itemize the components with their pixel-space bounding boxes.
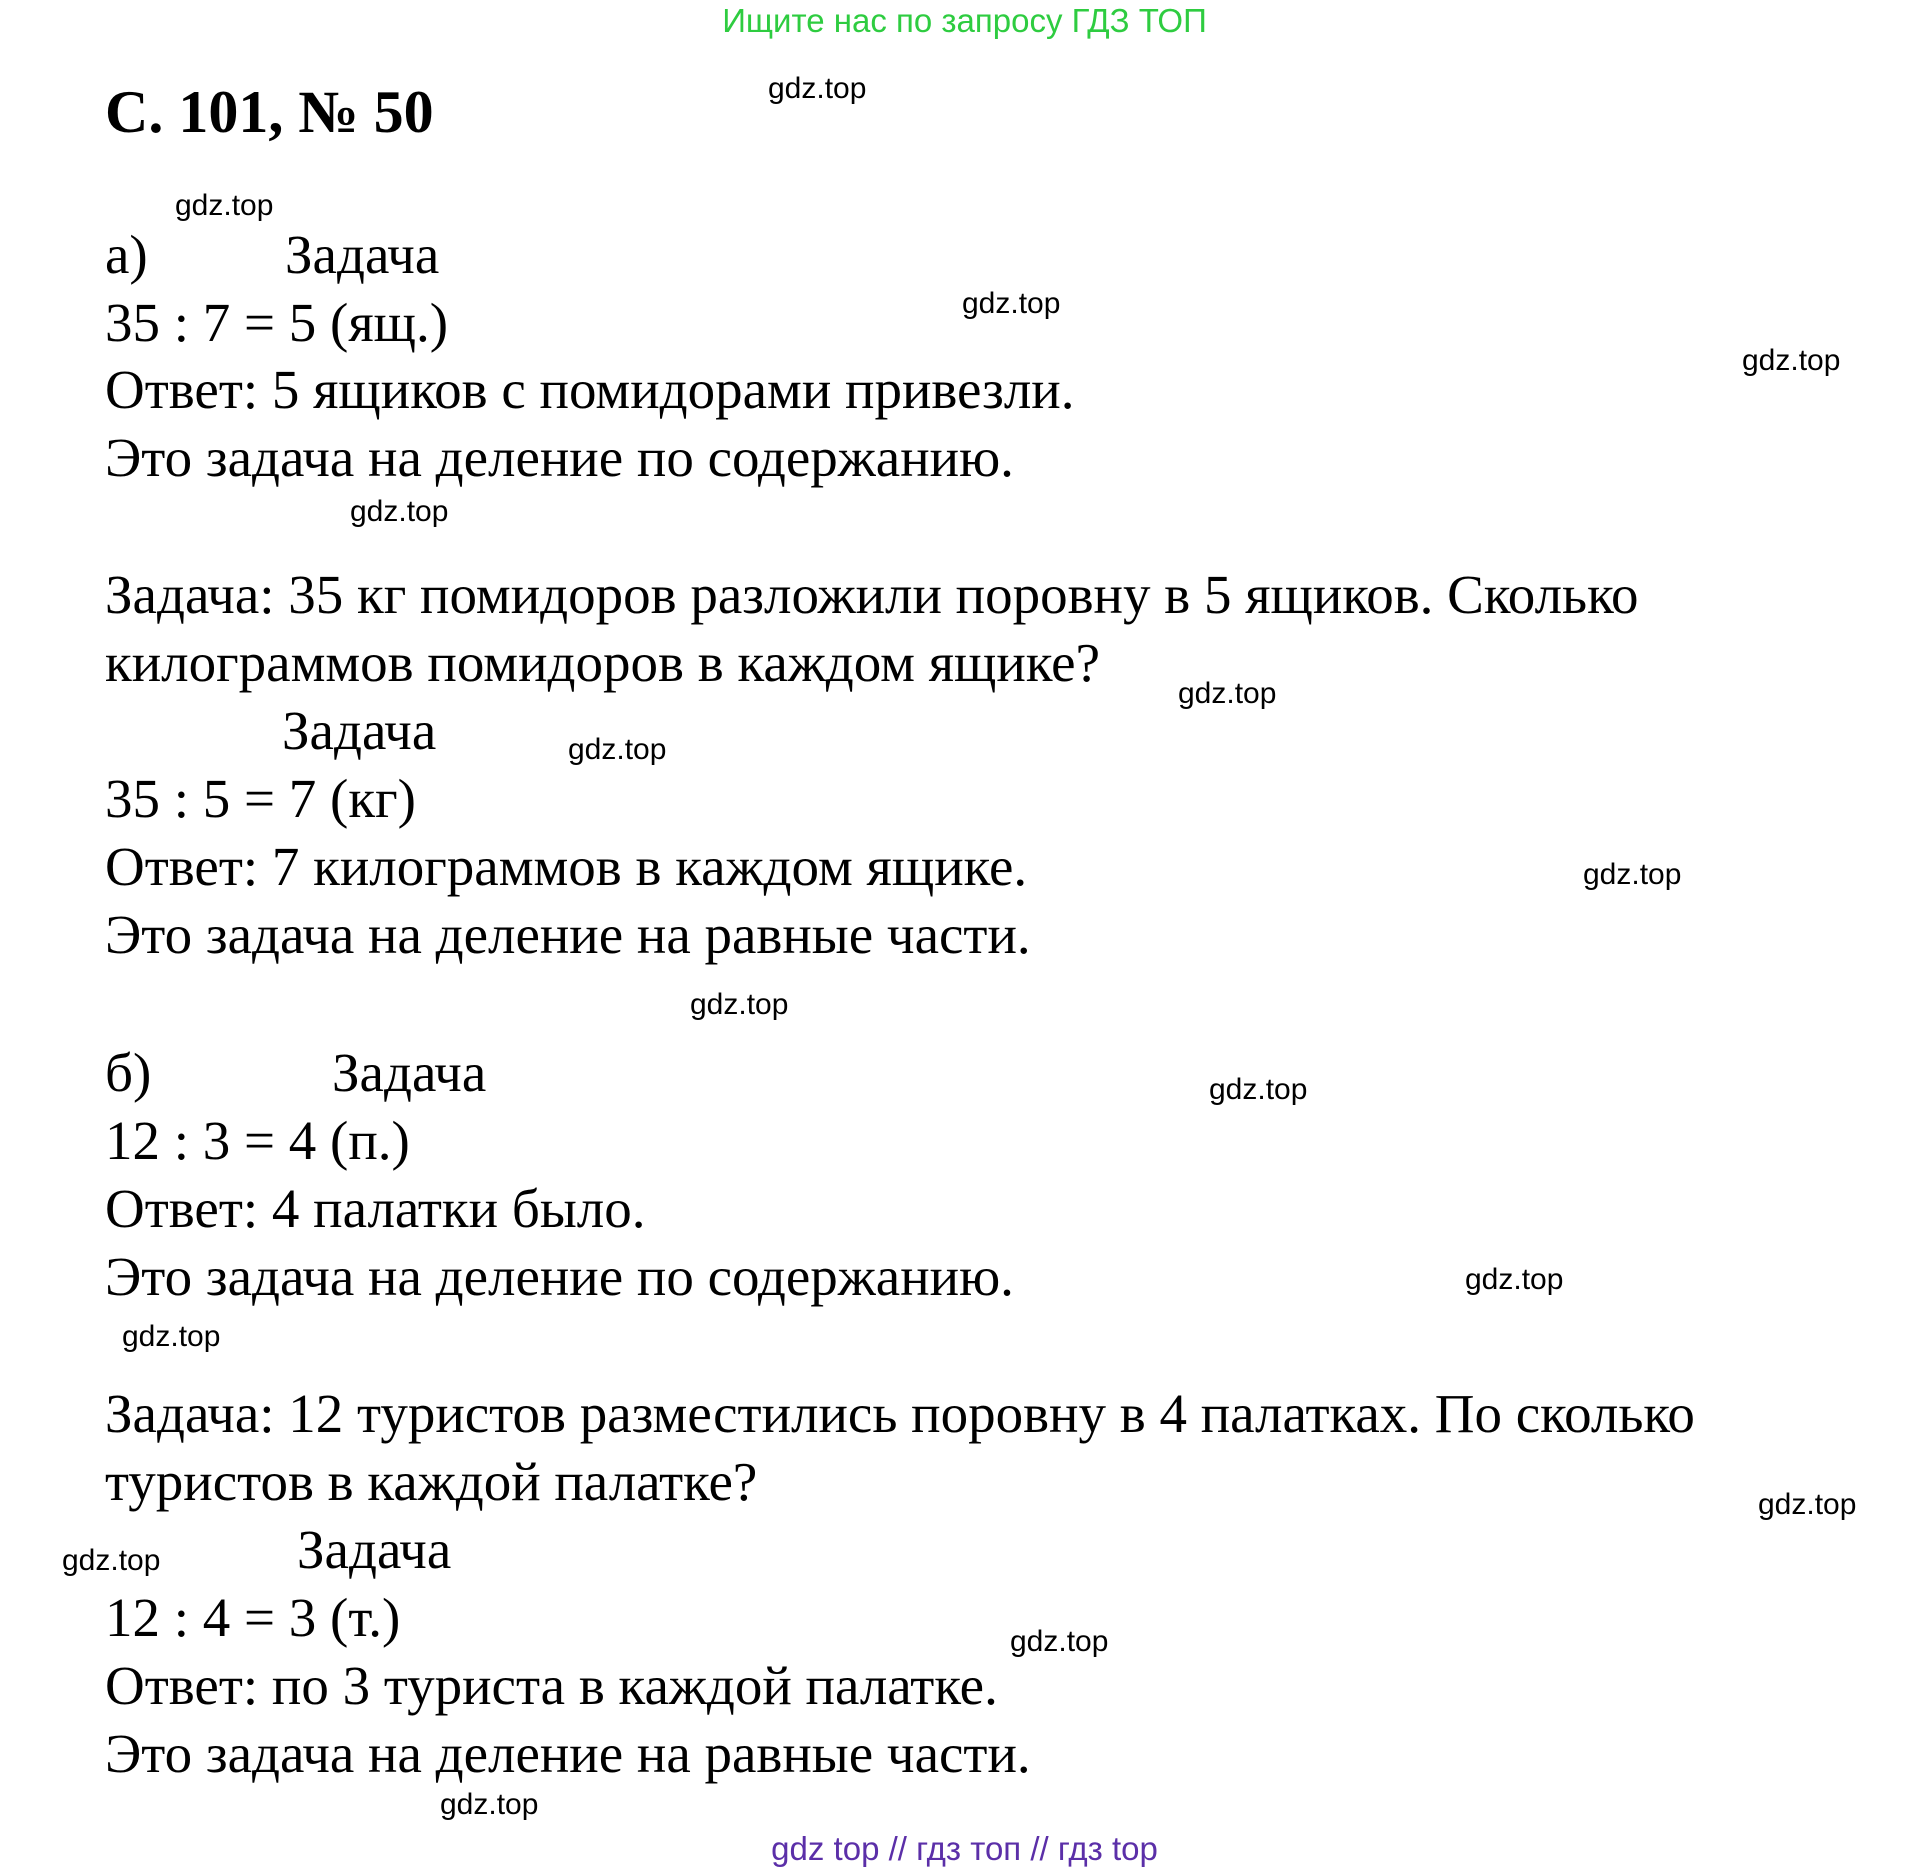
part-a-note-2: Это задача на деление на равные части. [105,904,1031,965]
watermark: gdz.top [62,1544,161,1577]
part-b-note-2: Это задача на деление на равные части. [105,1723,1031,1784]
top-banner: Ищите нас по запросу ГДЗ ТОП [722,2,1207,39]
part-a-task-line-2: килограммов помидоров в каждом ящике? [105,632,1100,693]
part-b-task-line-1: Задача: 12 туристов разместились поровну в 4 палатках. По сколько [105,1383,1695,1444]
part-a-label: а) [105,224,148,285]
part-a-answer-1: Ответ: 5 ящиков с помидорами привезли. [105,359,1075,420]
part-b-answer-2: Ответ: по 3 туриста в каждой палатке. [105,1655,998,1716]
page-title: С. 101, № 50 [105,79,434,145]
watermark: gdz.top [1010,1625,1109,1658]
part-b-heading-2: Задача [297,1519,452,1580]
watermark: gdz.top [768,72,867,105]
part-a-answer-2: Ответ: 7 килограммов в каждом ящике. [105,836,1028,897]
watermark: gdz.top [568,733,667,766]
part-b-note-1: Это задача на деление по содержанию. [105,1246,1014,1307]
part-b-task-line-2: туристов в каждой палатке? [105,1451,758,1512]
part-a-heading-1: Задача [285,224,440,285]
watermark: gdz.top [175,189,274,222]
part-a-calc-2: 35 : 5 = 7 (кг) [105,768,416,829]
watermark: gdz.top [122,1320,221,1353]
watermark: gdz.top [690,988,789,1021]
watermark: gdz.top [1758,1488,1857,1521]
footer-links: gdz top // гдз топ // гдз top [771,1830,1158,1867]
watermark: gdz.top [440,1788,539,1821]
part-a-calc-1: 35 : 7 = 5 (ящ.) [105,292,449,353]
watermark: gdz.top [350,495,449,528]
part-b-label: б) [105,1042,152,1103]
watermark: gdz.top [1583,858,1682,891]
part-a-note-1: Это задача на деление по содержанию. [105,427,1014,488]
part-a-heading-2: Задача [282,700,437,761]
part-b-answer-1: Ответ: 4 палатки было. [105,1178,646,1239]
watermark: gdz.top [1209,1073,1308,1106]
part-a-task-line-1: Задача: 35 кг помидоров разложили поровну в 5 ящиков. Сколько [105,564,1639,625]
watermark: gdz.top [962,287,1061,320]
watermark: gdz.top [1742,344,1841,377]
watermark: gdz.top [1465,1263,1564,1296]
part-b-heading-1: Задача [332,1042,487,1103]
part-b-calc-1: 12 : 3 = 4 (п.) [105,1110,410,1171]
part-b-calc-2: 12 : 4 = 3 (т.) [105,1587,401,1648]
watermark: gdz.top [1178,677,1277,710]
